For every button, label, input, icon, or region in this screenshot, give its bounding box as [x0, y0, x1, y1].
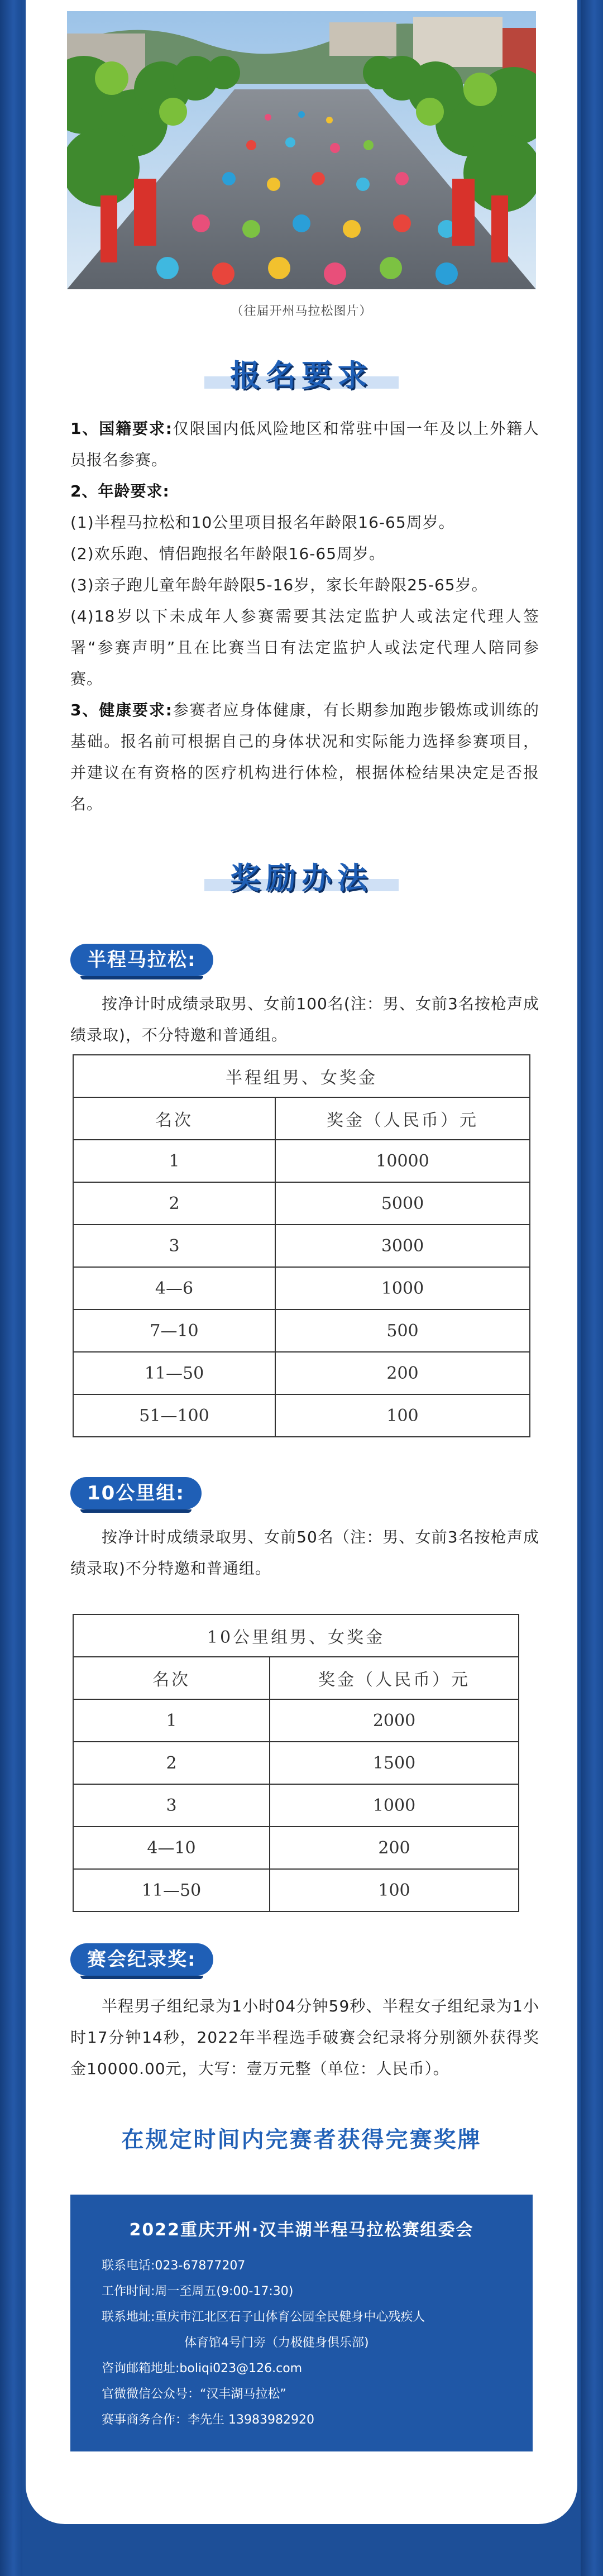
- column-header-prize: 奖金（人民币）元: [270, 1657, 519, 1699]
- column-header-prize: 奖金（人民币）元: [275, 1097, 530, 1140]
- nationality-requirement: [70, 413, 539, 476]
- section-title-registration: [26, 352, 577, 395]
- table-title: 半程组男、女奖金: [73, 1055, 530, 1097]
- table-row: 2 1500: [73, 1742, 519, 1784]
- registration-requirements: [70, 413, 539, 820]
- ten-km-pill: 10公里组:: [70, 1477, 202, 1509]
- table-row: 11—50 200: [73, 1352, 530, 1394]
- content-card: [26, 0, 577, 2524]
- age-rule-1: (1)半程马拉松和10公里项目报名年龄限16-65周岁。: [70, 513, 455, 532]
- age-rule-4: (4)18岁以下未成年人参赛需要其法定监护人或法定代理人签署“参赛声明”且在比赛当日有法定监护人或法定代理人陪同参赛。: [70, 607, 539, 688]
- photo-caption: （往届开州马拉松图片）: [231, 304, 372, 318]
- table-row: 2 5000: [73, 1182, 530, 1225]
- work-hours: 工作时间:周一至周五(9:00-17:30): [102, 2285, 294, 2298]
- organizer-title: 2022重庆开州·汉丰湖半程马拉松赛组委会: [129, 2220, 474, 2240]
- contact-rows: [102, 2253, 515, 2433]
- nationality-text: 仅限国内低风险地区和常驻中国一年及以上外籍人员报名参赛。: [70, 419, 539, 469]
- record-award-pill: 赛会纪录奖:: [70, 1943, 213, 1976]
- business-contact: 赛事商务合作：李先生 13983982920: [102, 2413, 314, 2427]
- health-text: 参赛者应身体健康，有长期参加跑步锻炼或训练的基础。报名前可根据自己的身体状况和实际能力选择参赛项目，并建议在有资格的医疗机构进行体检，根据体检结果决定是否报名。: [70, 701, 539, 813]
- ten-km-desc: 按净计时成绩录取男、女前50名（注：男、女前3名按枪声成绩录取)不分特邀和普通组。: [70, 1528, 539, 1578]
- table-title-row: [73, 1614, 519, 1657]
- contact-panel: [70, 2195, 533, 2451]
- contact-email: 咨询邮箱地址:boliqi023@126.com: [102, 2362, 303, 2376]
- table-row: 7—10 500: [73, 1309, 530, 1352]
- right-frame: [581, 0, 603, 2576]
- health-requirement: [70, 695, 539, 820]
- table-row: 1 2000: [73, 1699, 519, 1742]
- record-award-desc: 半程男子组纪录为1小时04分钟59秒、半程女子组纪录为1小时17分钟14秒，2022年半程选手破赛会纪录将分别额外获得奖金10000.00元，大写：壹万元整（单位：人民币）。: [70, 1997, 539, 2078]
- table-row: 1 10000: [73, 1140, 530, 1182]
- table-title-row: [73, 1055, 530, 1097]
- age-label: 2、年龄要求:: [70, 482, 170, 500]
- contact-phone: 联系电话:023-67877207: [102, 2259, 246, 2273]
- table-row: 11—50 100: [73, 1869, 519, 1911]
- age-rule-3: (3)亲子跑儿童年龄年龄限5-16岁，家长年龄限25-65岁。: [70, 576, 488, 594]
- section-title-awards: [26, 854, 577, 897]
- age-rule-2: (2)欢乐跑、情侣跑报名年龄限16-65周岁。: [70, 544, 386, 563]
- contact-address-cont: 体育馆4号门旁（力极健身俱乐部): [184, 2336, 369, 2350]
- table-title: 10公里组男、女奖金: [73, 1614, 519, 1657]
- left-frame: [0, 0, 22, 2576]
- wechat-account: 官微微信公众号：“汉丰湖马拉松”: [102, 2387, 286, 2401]
- half-marathon-desc: 按净计时成绩录取男、女前100名(注：男、女前3名按枪声成绩录取)，不分特邀和普通组。: [70, 995, 539, 1044]
- health-label: 3、健康要求:: [70, 701, 173, 719]
- marathon-crowd-photo: [67, 11, 536, 289]
- table-row: 3 3000: [73, 1225, 530, 1267]
- table-row: 4—10 200: [73, 1827, 519, 1869]
- column-header-rank: 名次: [73, 1097, 275, 1140]
- column-header-rank: 名次: [73, 1657, 270, 1699]
- table-row: 51—100 100: [73, 1394, 530, 1437]
- nationality-label: 1、国籍要求:: [70, 419, 173, 438]
- ten-km-prize-table: [73, 1614, 519, 1912]
- contact-address: 联系地址:重庆市江北区石子山体育公园全民健身中心残疾人: [102, 2310, 425, 2324]
- table-header-row: [73, 1097, 530, 1140]
- table-row: 3 1000: [73, 1784, 519, 1827]
- half-marathon-pill: 半程马拉松:: [70, 944, 213, 976]
- registration-title: 报名要求: [230, 358, 373, 393]
- table-header-row: [73, 1657, 519, 1699]
- half-marathon-prize-table: [73, 1054, 530, 1437]
- table-row: 4—6 1000: [73, 1267, 530, 1309]
- awards-title: 奖励办法: [230, 861, 373, 896]
- finisher-medal-note: 在规定时间内完赛者获得完赛奖牌: [121, 2127, 482, 2153]
